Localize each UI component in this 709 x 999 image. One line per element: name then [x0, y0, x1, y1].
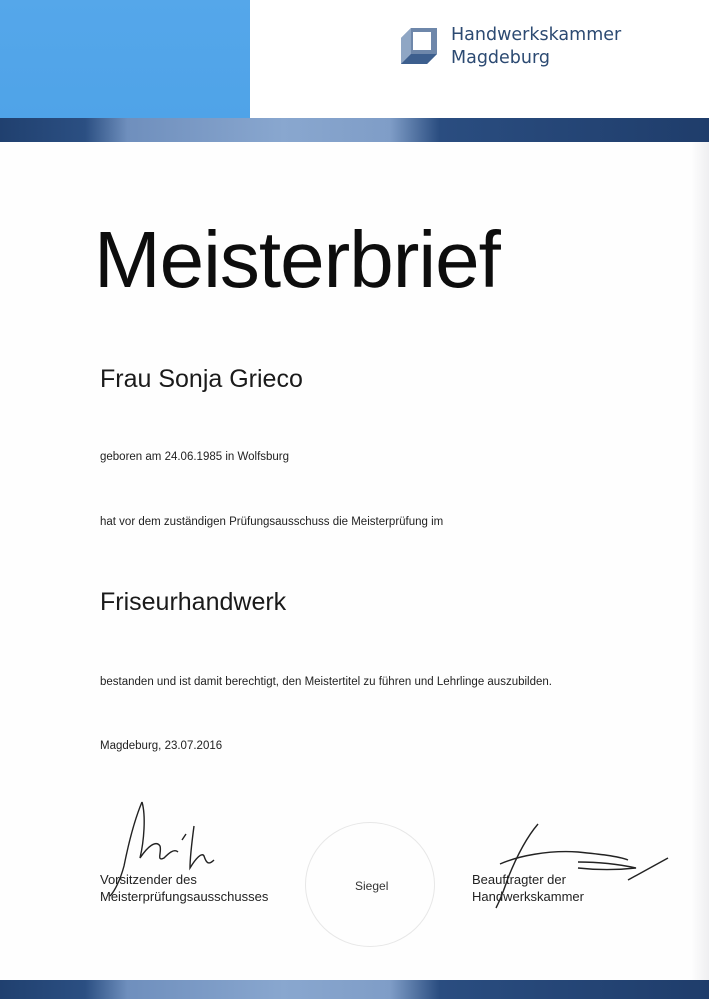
right-signatory-title — [472, 871, 584, 905]
result-statement: bestanden und ist damit berechtigt, den Meistertitel zu führen und Lehrlinge auszubilden. — [100, 676, 552, 688]
birth-info: geboren am 24.06.1985 in Wolfsburg — [100, 451, 290, 463]
place-date: Magdeburg, 23.07.2016 — [100, 740, 223, 752]
recipient-name: Frau Sonja Grieco — [100, 365, 303, 393]
seal-label: Siegel — [355, 879, 389, 893]
handwerkskammer-logo-icon — [399, 26, 439, 66]
bottom-stripe — [0, 980, 709, 999]
header-blue-panel — [0, 0, 250, 118]
left-signatory-line1: Vorsitzender des — [100, 872, 197, 887]
right-signatory-line2: Handwerkskammer — [472, 889, 584, 904]
organization-name-line1: Handwerkskammer — [451, 25, 622, 45]
right-signatory-line1: Beauftragter der — [472, 872, 566, 887]
top-stripe — [0, 118, 709, 142]
left-signatory-title — [100, 871, 268, 905]
exam-statement: hat vor dem zuständigen Prüfungsausschuss die Meisterprüfung im — [100, 516, 444, 528]
left-signatory-line2: Meisterprüfungsausschusses — [100, 889, 269, 904]
trade-name: Friseurhandwerk — [100, 588, 287, 616]
certificate-title: Meisterbrief — [94, 215, 500, 304]
organization-name-line2: Magdeburg — [451, 48, 551, 68]
edge-shadow — [691, 142, 709, 980]
